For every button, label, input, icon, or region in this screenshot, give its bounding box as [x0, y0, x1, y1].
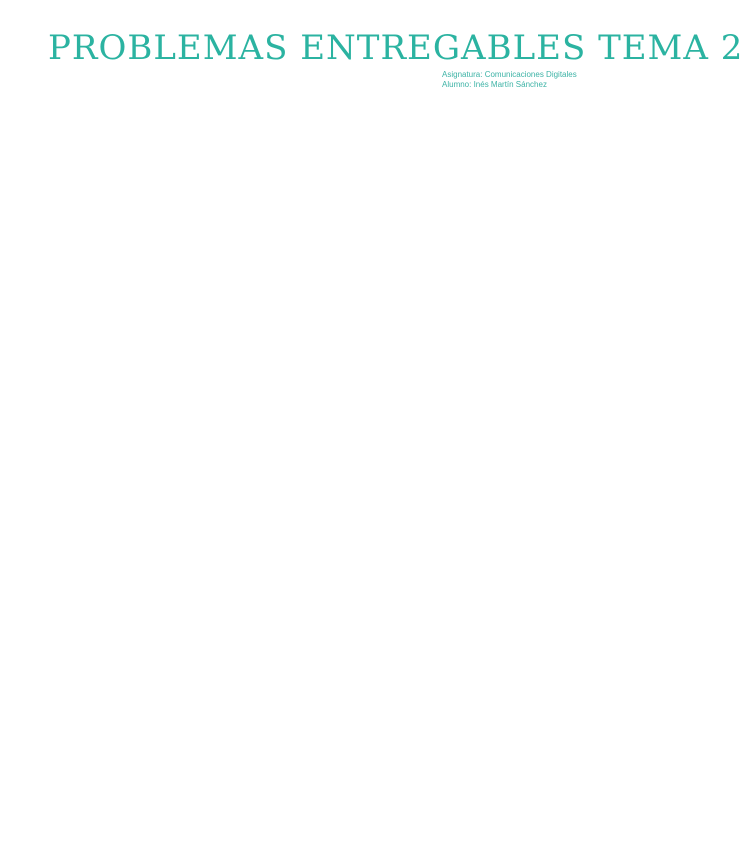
question-heading-line: [42, 510, 590, 520]
handwritten-line: [42, 496, 590, 506]
handwritten-line: [42, 298, 590, 308]
handwritten-line: [42, 351, 590, 361]
handwritten-line: [42, 579, 590, 589]
subject-line: Asignatura: Comunicaciones Digitales: [442, 70, 577, 79]
handwritten-line: [42, 196, 590, 206]
handwritten-line: [42, 588, 590, 598]
handwritten-line: [42, 651, 590, 661]
handwritten-line: [42, 394, 590, 404]
document-header-info: [442, 70, 592, 90]
handwritten-line: [42, 153, 590, 163]
handwritten-line: [42, 598, 590, 608]
handwritten-line: [42, 133, 590, 143]
question-heading-line: [42, 385, 590, 395]
question-heading-line: [42, 322, 590, 332]
handwritten-line: [42, 559, 590, 569]
handwritten-line: [42, 143, 590, 153]
handwritten-line: [42, 341, 590, 351]
handwritten-line: [42, 186, 590, 196]
handwritten-line: [42, 124, 590, 134]
question-heading-line: [42, 312, 590, 322]
handwritten-line: [42, 539, 590, 549]
handwritten-line: [42, 569, 590, 579]
question-heading-line: [42, 332, 590, 342]
handwritten-line: [42, 216, 590, 226]
handwritten-line: [42, 173, 590, 183]
question-heading-line: [42, 438, 590, 448]
handwritten-line: [42, 288, 590, 298]
handwritten-line: [42, 226, 590, 236]
handwritten-line: [42, 608, 590, 618]
question-heading-line: [42, 269, 590, 279]
handwritten-line: [42, 206, 590, 216]
handwritten-line: [42, 618, 590, 628]
handwritten-line: [42, 371, 590, 381]
question-heading-line: [42, 104, 590, 114]
question-heading-line: [42, 457, 590, 467]
handwritten-line: [42, 163, 590, 173]
question-heading-line: [42, 447, 590, 457]
handwritten-line: [42, 661, 590, 671]
handwritten-line: [42, 530, 590, 540]
handwritten-line: [42, 549, 590, 559]
handwritten-line: [42, 245, 590, 255]
question-heading-line: [42, 520, 590, 530]
handwritten-line: [42, 361, 590, 371]
question-heading-line: [42, 259, 590, 269]
question-heading-line: [42, 641, 590, 651]
handwritten-line: [42, 414, 590, 424]
handwritten-line: [42, 477, 590, 487]
author-line: Alumno: Inés Martín Sánchez: [442, 80, 547, 89]
handwritten-body: [42, 104, 590, 842]
handwritten-line: [42, 424, 590, 434]
question-heading-line: [42, 632, 590, 642]
handwritten-line: [42, 404, 590, 414]
document-title: PROBLEMAS ENTREGABLES TEMA 2: [48, 28, 743, 68]
handwritten-line: [42, 486, 590, 496]
question-heading-line: [42, 114, 590, 124]
handwritten-line: [42, 467, 590, 477]
handwritten-line: [42, 279, 590, 289]
handwritten-line: [42, 235, 590, 245]
